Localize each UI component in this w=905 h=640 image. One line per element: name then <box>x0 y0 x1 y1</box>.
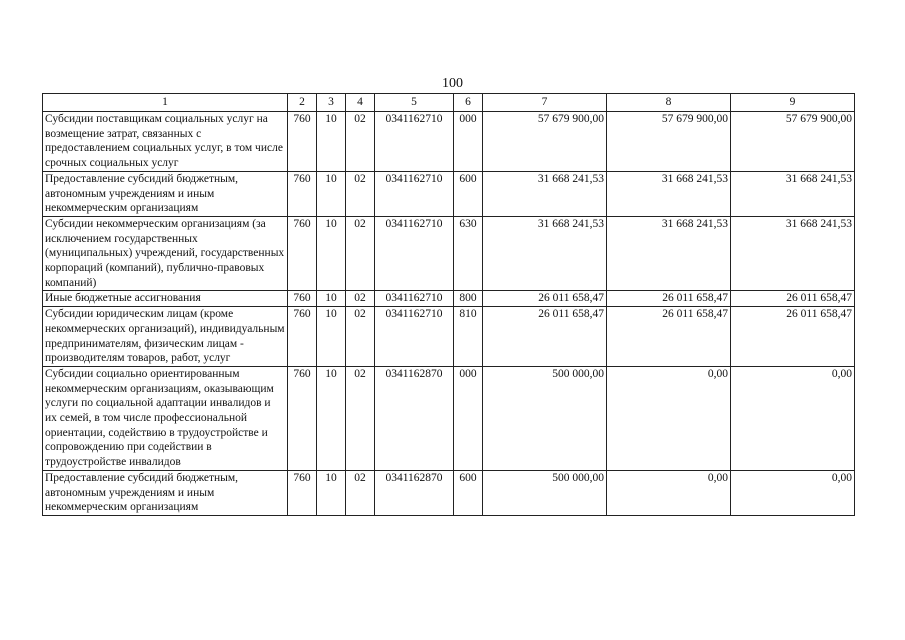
row-description: Субсидии некоммерческим организациям (за исключением государственных (муниципальных) учреждений, государственных корпораций (компаний), публично-правовых компаний) <box>43 216 288 291</box>
column-header-2: 2 <box>288 94 317 112</box>
column-header-4: 4 <box>346 94 375 112</box>
table-row <box>43 112 855 172</box>
row-col3: 10 <box>317 216 346 291</box>
row-col2: 760 <box>288 171 317 216</box>
row-col3: 10 <box>317 470 346 515</box>
row-col2: 760 <box>288 291 317 307</box>
row-description: Субсидии поставщикам социальных услуг на возмещение затрат, связанных с предоставлением социальных услуг, в том числе срочных социальных услуг <box>43 112 288 172</box>
row-col9: 31 668 241,53 <box>731 216 855 291</box>
row-col4: 02 <box>346 216 375 291</box>
table-row <box>43 366 855 470</box>
row-col5: 0341162710 <box>375 216 454 291</box>
row-col4: 02 <box>346 291 375 307</box>
budget-table <box>42 93 855 516</box>
row-col3: 10 <box>317 366 346 470</box>
column-header-9: 9 <box>731 94 855 112</box>
row-col9: 26 011 658,47 <box>731 291 855 307</box>
row-col3: 10 <box>317 291 346 307</box>
row-description: Субсидии социально ориентированным некоммерческим организациям, оказывающим услуги по социальной адаптации инвалидов и их семей, в том числе профессиональной ориентации, содействию в трудоустройстве и сопровождению при содействии в трудоустройстве инвалидов <box>43 366 288 470</box>
row-col6: 600 <box>454 171 483 216</box>
row-col4: 02 <box>346 470 375 515</box>
row-col8: 0,00 <box>607 366 731 470</box>
column-header-6: 6 <box>454 94 483 112</box>
column-header-7: 7 <box>483 94 607 112</box>
row-col8: 26 011 658,47 <box>607 291 731 307</box>
row-col7: 31 668 241,53 <box>483 216 607 291</box>
row-col9: 57 679 900,00 <box>731 112 855 172</box>
row-col5: 0341162710 <box>375 112 454 172</box>
row-col7: 57 679 900,00 <box>483 112 607 172</box>
row-col5: 0341162710 <box>375 291 454 307</box>
row-col6: 810 <box>454 307 483 367</box>
table-row <box>43 171 855 216</box>
row-col8: 31 668 241,53 <box>607 171 731 216</box>
column-header-8: 8 <box>607 94 731 112</box>
row-description: Предоставление субсидий бюджетным, автономным учреждениям и иным некоммерческим организациям <box>43 171 288 216</box>
row-col3: 10 <box>317 307 346 367</box>
row-col4: 02 <box>346 307 375 367</box>
row-col6: 000 <box>454 366 483 470</box>
row-col6: 800 <box>454 291 483 307</box>
row-col7: 500 000,00 <box>483 366 607 470</box>
row-col8: 26 011 658,47 <box>607 307 731 367</box>
row-description: Субсидии юридическим лицам (кроме некоммерческих организаций), индивидуальным предпринимателям, физическим лицам - производителям товаров, работ, услуг <box>43 307 288 367</box>
row-col2: 760 <box>288 307 317 367</box>
header-row <box>43 94 855 112</box>
row-col6: 630 <box>454 216 483 291</box>
row-col5: 0341162870 <box>375 470 454 515</box>
row-col7: 26 011 658,47 <box>483 291 607 307</box>
row-col3: 10 <box>317 112 346 172</box>
row-col4: 02 <box>346 366 375 470</box>
row-col9: 0,00 <box>731 470 855 515</box>
row-col8: 0,00 <box>607 470 731 515</box>
row-col8: 31 668 241,53 <box>607 216 731 291</box>
table-row <box>43 291 855 307</box>
table-row <box>43 470 855 515</box>
row-col2: 760 <box>288 112 317 172</box>
row-col9: 31 668 241,53 <box>731 171 855 216</box>
row-col5: 0341162710 <box>375 307 454 367</box>
column-header-1: 1 <box>43 94 288 112</box>
row-col2: 760 <box>288 216 317 291</box>
row-col5: 0341162870 <box>375 366 454 470</box>
column-header-5: 5 <box>375 94 454 112</box>
row-description: Предоставление субсидий бюджетным, автономным учреждениям и иным некоммерческим организациям <box>43 470 288 515</box>
table-row <box>43 307 855 367</box>
row-description: Иные бюджетные ассигнования <box>43 291 288 307</box>
row-col5: 0341162710 <box>375 171 454 216</box>
row-col4: 02 <box>346 171 375 216</box>
row-col3: 10 <box>317 171 346 216</box>
row-col9: 0,00 <box>731 366 855 470</box>
column-header-3: 3 <box>317 94 346 112</box>
row-col8: 57 679 900,00 <box>607 112 731 172</box>
row-col2: 760 <box>288 366 317 470</box>
row-col2: 760 <box>288 470 317 515</box>
table-row <box>43 216 855 291</box>
row-col4: 02 <box>346 112 375 172</box>
row-col6: 000 <box>454 112 483 172</box>
row-col7: 26 011 658,47 <box>483 307 607 367</box>
row-col7: 500 000,00 <box>483 470 607 515</box>
page-number: 100 <box>442 76 463 91</box>
row-col9: 26 011 658,47 <box>731 307 855 367</box>
row-col7: 31 668 241,53 <box>483 171 607 216</box>
row-col6: 600 <box>454 470 483 515</box>
